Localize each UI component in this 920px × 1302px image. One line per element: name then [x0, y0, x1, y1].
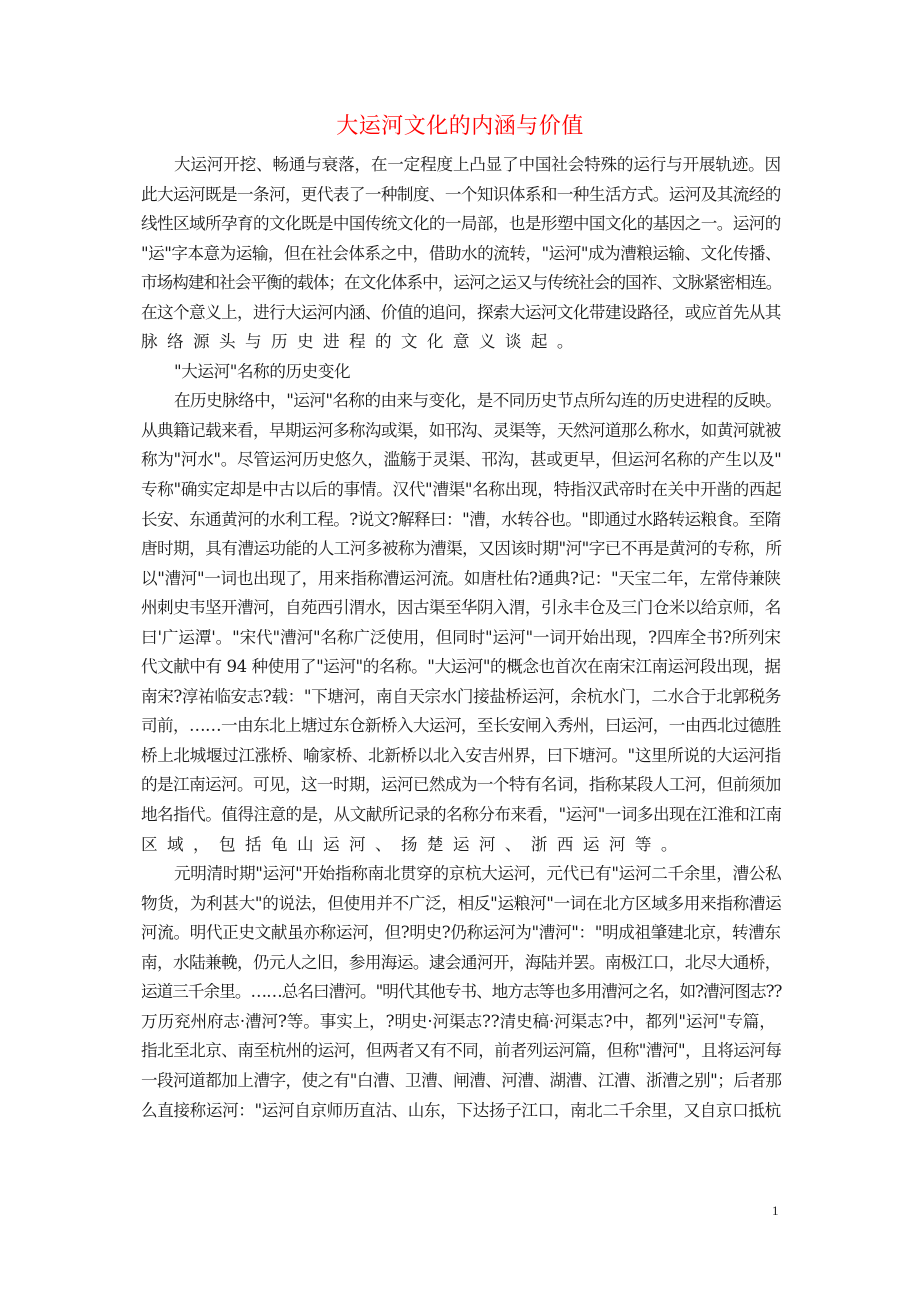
text-line: 在历史脉络中，"运河"名称的由来与变化，是不同历史节点所勾连的历史进程的反映。: [174, 391, 782, 411]
text-line: "大运河"名称的历史变化: [174, 361, 351, 381]
text-line: 河流。明代正史文献虽亦称运河，但?明史?仍称运河为"漕河"："明成祖肇建北京，转漕东: [141, 923, 781, 943]
text-line: 一段河道都加上漕字，使之有"白漕、卫漕、闸漕、河漕、湖漕、江漕、浙漕之别"；后者那: [141, 1070, 782, 1090]
page-number: 1: [772, 1203, 779, 1218]
text-line: 元明清时期"运河"开始指称南北贯穿的京杭大运河，元代已有"运河二千余里，漕公私: [174, 864, 782, 884]
text-line: 区域，包括龟山运河、扬楚运河、浙西运河等。: [141, 834, 687, 854]
text-line: 物货，为利甚大"的说法，但使用并不广泛，相反"运粮河"一词在北方区域多用来指称漕运: [141, 893, 782, 913]
text-line: 称为"河水"。尽管运河历史悠久，滥觞于灵渠、邗沟，甚或更早，但运河名称的产生以及": [141, 450, 782, 470]
text-line: 线性区域所孕育的文化既是中国传统文化的一局部，也是形塑中国文化的基因之一。运河的: [141, 214, 781, 234]
document-title: 大运河文化的内涵与价值: [336, 114, 584, 139]
text-line: 么直接称运河："运河自京师历直沽、山东，下达扬子江口，南北二千余里，又自京口抵杭: [141, 1100, 781, 1120]
text-line: 在这个意义上，进行大运河内涵、价值的追问，探索大运河文化带建设路径，或应首先从其: [141, 302, 781, 322]
text-line: 大运河开挖、畅通与衰落，在一定程度上凸显了中国社会特殊的运行与开展轨迹。因: [174, 155, 781, 174]
text-line: 脉络源头与历史进程的文化意义谈起。: [141, 332, 583, 352]
text-line: "运"字本意为运输，但在社会体系之中，借助水的流转，"运河"成为漕粮运输、文化传播、: [141, 243, 782, 263]
text-line: 曰'广运潭'。"宋代"漕河"名称广泛使用，但同时"运河"一词开始出现，?四库全书?所列宋: [141, 627, 781, 647]
text-line: 南，水陆兼輓，仍元人之旧，参用海运。逮会通河开，海陆并罢。南极江口，北尽大通桥，: [141, 952, 781, 972]
text-line: 南宋?淳祐临安志?载："下塘河，南自天宗水门接盐桥运河，余杭水门，二水合于北郭税务: [141, 686, 781, 706]
document-body: [141, 150, 786, 1125]
text-line: 的是江南运河。可见，这一时期，运河已然成为一个特有名词，指称某段人工河，但前须加: [141, 775, 781, 795]
text-line: 以"漕河"一词也出现了，用来指称漕运河流。如唐杜佑?通典?记："天宝二年，左常侍兼陕: [141, 568, 781, 588]
text-line: 从典籍记载来看，早期运河多称沟或渠，如邗沟、灵渠等，天然河道那么称水，如黄河就被: [141, 420, 781, 440]
text-line: 万历兖州府志·漕河?等。事实上，?明史·河渠志??清史稿·河渠志?中，都列"运河"专篇，: [141, 1011, 776, 1031]
text-line: 州刺史韦坚开漕河，自苑西引渭水，因古渠至华阴入渭，引永丰仓及三门仓米以给京师，名: [141, 598, 781, 618]
text-line: 运道三千余里。……总名曰漕河。"明代其他专书、地方志等也多用漕河之名，如?漕河图志??: [141, 982, 782, 1002]
text-line: 指北至北京、南至杭州的运河，但两者又有不同，前者列运河篇，但称"漕河"，且将运河每: [141, 1041, 782, 1061]
text-line: 长安、东通黄河的水利工程。?说文?解释曰："漕，水转谷也。"即通过水路转运粮食。至隋: [141, 509, 781, 529]
text-line: 地名指代。值得注意的是，从文献所记录的名称分布来看，"运河"一词多出现在江淮和江南: [141, 805, 782, 825]
text-line: 此大运河既是一条河，更代表了一种制度、一个知识体系和一种生活方式。运河及其流经的: [141, 184, 781, 204]
text-line: 司前，……一由东北上塘过东仓新桥入大运河，至长安闸入秀州，曰运河，一由西北过德胜: [141, 716, 781, 736]
text-line: 唐时期，具有漕运功能的人工河多被称为漕渠，又因该时期"河"字已不再是黄河的专称，所: [141, 539, 782, 559]
text-line: 代文献中有 94 种使用了"运河"的名称。"大运河"的概念也首次在南宋江南运河段出现，据: [141, 657, 781, 677]
text-line: 桥上北城堰过江涨桥、喻家桥、北新桥以北入安吉州界，曰下塘河。"这里所说的大运河指: [141, 745, 781, 765]
text-line: 专称"确实定却是中古以后的事情。汉代"漕渠"名称出现，特指汉武帝时在关中开凿的西起: [141, 480, 782, 500]
text-line: 市场构建和社会平衡的载体；在文化体系中，运河之运又与传统社会的国祚、文脉紧密相连。: [141, 273, 782, 293]
